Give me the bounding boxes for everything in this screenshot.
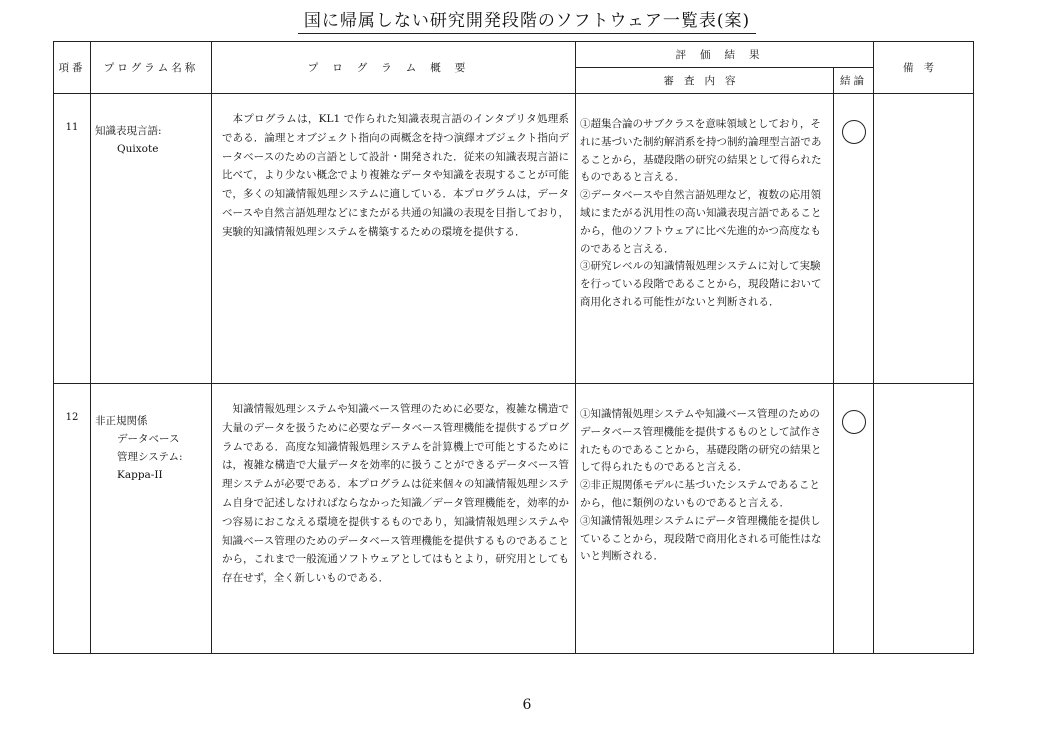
header-review-content: 審査内容: [576, 68, 834, 94]
software-list-table: [53, 41, 974, 654]
review-point-2: ②データベースや自然言語処理など，複数の応用領域にまたがる汎用性の高い知識表現言語であることから，他のソフトウェアに比べ先進的かつ高度なものであると言える．: [580, 189, 822, 255]
header-program-summary: プログラム概要: [212, 42, 576, 94]
program-name-line: Quixote: [117, 143, 159, 155]
header-conclusion: 結論: [834, 68, 874, 94]
row-program-summary: [212, 384, 576, 654]
header-program-name: プログラム名称: [91, 42, 212, 94]
table-row: [54, 94, 974, 384]
review-point-1: ①知識情報処理システムや知識ベース管理のためのデータベース管理機能を提供するものとして試作されたものであることから，基礎段階の研究の結果として得られたものであると言える．: [580, 408, 822, 474]
review-point-1: ①超集合論のサブクラスを意味領域としており，それに基づいた制約解消系を持つ制約論理型言語であることから，基礎段階の研究の結果として得られたものであると言える．: [580, 118, 822, 184]
program-summary-text: 本プログラムは，KL1 で作られた知識表現言語のインタプリタ処理系である．論理とオブジェクト指向の両概念を持つ演繹オブジェクト指向データベースのための言語として設計・開発された．従来の知識表現言語に比べて，より少ない概念でより複雑なデータや知識を表現することが可能で，多くの知識情報処理システムに適している．本プログラムは，データベースや自然言語処理などにまたがる共通の知識の表現を目指しており，実験的知識情報処理システムを構築するための環境を提供する．: [222, 113, 569, 238]
row-program-name: [91, 94, 212, 384]
row-program-summary: [212, 94, 576, 384]
row-review-content: [576, 384, 834, 654]
document-title: [0, 6, 1054, 31]
review-point-3: ③研究レベルの知識情報処理システムに対して実験を行っている段階であることから，現段階において商用化される可能性がないと判断される．: [580, 260, 822, 308]
review-point-3: ③知識情報処理システムにデータ管理機能を提供していることから，現段階で商用化される可能性はないと判断される．: [580, 514, 822, 563]
program-name-line: 非正規関係: [95, 415, 148, 427]
page-number: 6: [522, 697, 532, 713]
program-name-line: 管理システム:: [117, 451, 183, 463]
conclusion-circle-mark: [842, 120, 866, 144]
header-evaluation-results: 評価結果: [576, 42, 874, 68]
row-remarks: [874, 384, 974, 654]
document-title-text: 国に帰属しない研究開発段階のソフトウェア一覧表(案): [298, 11, 756, 34]
program-summary-text: 知識情報処理システムや知識ベース管理のために必要な，複雑な構造で大量のデータを扱うために必要なデータベース管理機能を提供するプログラムである．高度な知識情報処理システムを計算機上で可能とするためには，複雑な構造で大量データを効率的に扱うことができるデータベース管理システムが必要である．本プログラムは従来個々の知識情報処理システム自身で記述しなければならなかった知識／データ管理機能を，効率的かつ容易におこなえる環境を提供するものであり，知識情報処理システムや知識ベース管理のためのデータベース管理機能を提供するものであることから，これまで一般流通ソフトウェアとしてはもとより，研究用としても存在せず，全く新しいものである．: [222, 403, 569, 585]
row-review-content: [576, 94, 834, 384]
program-name-line: データベース: [117, 433, 180, 445]
row-conclusion: [834, 384, 874, 654]
row-item-no: 11: [54, 94, 91, 384]
row-remarks: [874, 94, 974, 384]
review-point-2: ②非正規関係モデルに基づいたシステムであることから，他に類例のないものであると言える．: [580, 479, 820, 509]
header-item-no: 項番: [54, 42, 91, 94]
header-remarks: 備考: [874, 42, 974, 94]
row-program-name: [91, 384, 212, 654]
program-name-line: 知識表現言語:: [95, 125, 162, 137]
row-conclusion: [834, 94, 874, 384]
table-row: [54, 384, 974, 654]
conclusion-circle-mark: [842, 410, 866, 434]
program-name-line: Kappa-II: [117, 469, 163, 481]
row-item-no: 12: [54, 384, 91, 654]
